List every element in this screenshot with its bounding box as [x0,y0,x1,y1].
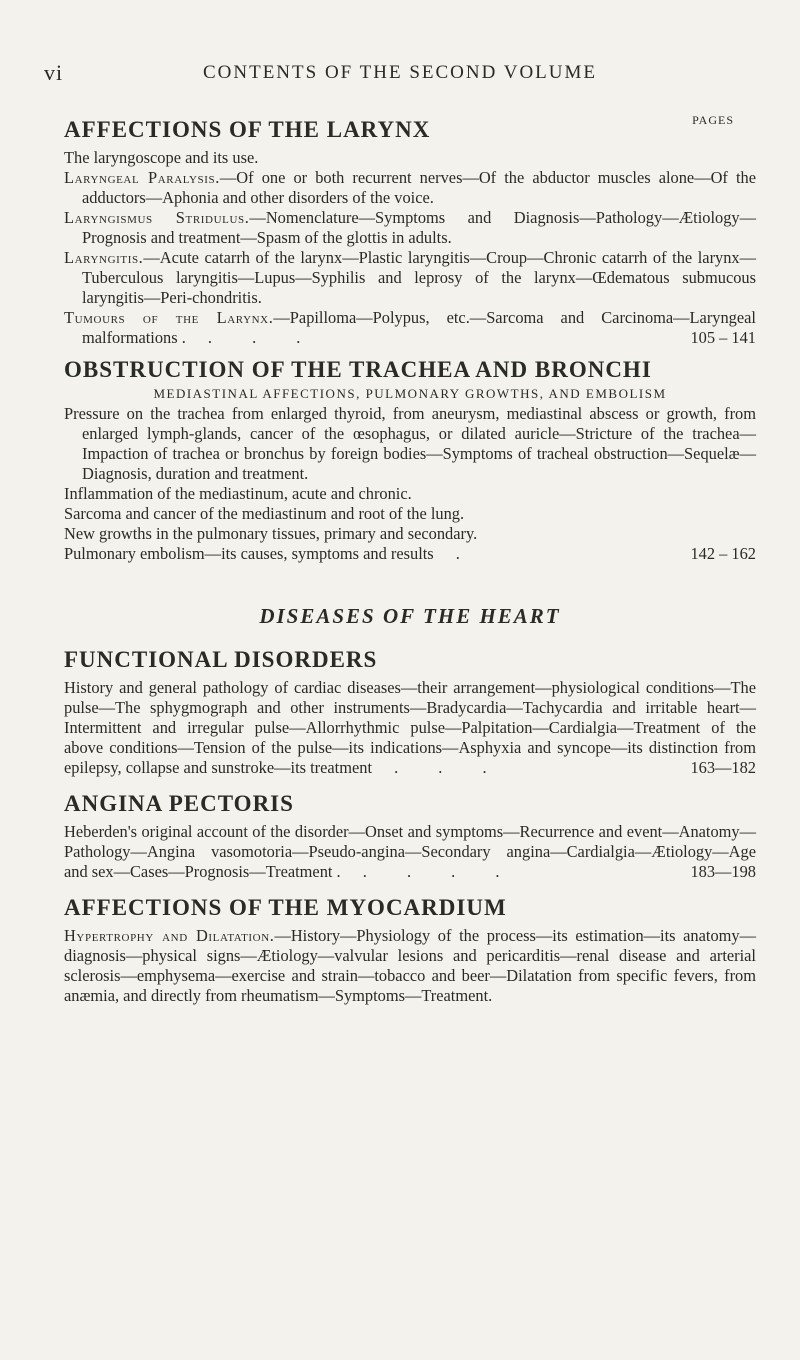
entry: Pulmonary embolism—its causes, symptoms and results . 142 – 162 [64,544,756,563]
page-range: 163—182 [690,758,756,777]
page-range: 142 – 162 [690,544,756,563]
section-subtitle: MEDIASTINAL AFFECTIONS, PULMONARY GROWTHS, AND EMBOLISM [153,386,667,401]
contents-body [64,116,756,1006]
entry-heading: Laryngeal Paralysis. [64,168,220,187]
entry: Pressure on the trachea from enlarged thyroid, from aneurysm, mediastinal abscess or growth, from enlarged lymph-glands, cancer of the œsophagus, or dilated auricle—Stricture of the trachea—Impaction of trachea or bronchus by foreign bodies—Symptoms of tracheal obstruction—Sequelæ—Diagnosis, duration and treatment. [64,404,756,483]
entry: Inflammation of the mediastinum, acute and chronic. [64,484,412,503]
entry-heading: Tumours of the Larynx. [64,308,274,327]
entry: Sarcoma and cancer of the mediastinum and root of the lung. [64,504,465,523]
entry: Heberden's original account of the disorder—Onset and symptoms—Recurrence and event—Anatomy—Pathology—Angina vasomotoria—Pseudo-angina—Secondary angina—Cardialgia—Ætiology—Age and sex—Cases—Prognosis—Treatment . . . . . 183—198 [64,822,756,881]
entry: Laryngismus Stridulus.—Nomenclature—Symptoms and Diagnosis—Pathology—Ætiology—Prognosis and treatment—Spasm of the glottis in adults. [64,208,756,247]
page-number: vi [44,60,64,85]
section-title-larynx: AFFECTIONS OF THE LARYNX [64,117,431,142]
section-title-trachea: OBSTRUCTION OF THE TRACHEA AND BRONCHI [64,357,652,382]
page-range: 183—198 [690,862,756,881]
section-title-angina: ANGINA PECTORIS [64,791,294,816]
pages-column-label: PAGES [692,113,734,127]
entry: Laryngitis.—Acute catarrh of the larynx—Plastic laryngitis—Croup—Chronic catarrh of the larynx—Tuberculous laryngitis—Lupus—Syphilis and leprosy of the larynx—Œdematous submucous laryngitis—Peri-chondritis. [64,248,756,307]
page-range: 105 – 141 [690,328,756,347]
entry: History and general pathology of cardiac diseases—their arrangement—physiological conditions—The pulse—The sphygmograph and other instruments—Bradycardia—Tachycardia and irritable heart—Intermittent and irregular pulse—Allorrhythmic pulse—Palpitation—Cardialgia—Treatment of the above conditions—Tension of the pulse—its indications—Asphyxia and syncope—its distinction from epilepsy, collapse and sunstroke—its treatment . . . 163—182 [64,678,756,777]
header-title: CONTENTS OF THE SECOND VOLUME [202,62,598,83]
part-title-heart: DISEASES OF THE HEART [259,604,561,628]
entry-heading: Laryngismus Stridulus. [64,208,250,227]
entry-heading: Hypertrophy and Dilatation. [64,926,275,945]
entry: Hypertrophy and Dilatation.—History—Physiology of the process—its estimation—its anatomy—diagnosis—physical signs—Ætiology—valvular lesions and pericarditis—renal disease and arterial sclerosis—emphysema—exercise and strain—tobacco and beer—Dilatation from specific fevers, from anæmia, and directly from rheumatism—Symptoms—Treatment. [64,926,756,1005]
section-title-myocardium: AFFECTIONS OF THE MYOCARDIUM [64,895,507,920]
entry-heading: Laryngitis. [64,248,144,267]
entry: Tumours of the Larynx.—Papilloma—Polypus, etc.—Sarcoma and Carcinoma—Laryngeal malformations . . . . 105 – 141 [64,308,756,347]
entry: New growths in the pulmonary tissues, primary and secondary. [64,524,478,543]
running-head [0,60,800,90]
entry: The laryngoscope and its use. [64,148,259,167]
entry: Laryngeal Paralysis.—Of one or both recurrent nerves—Of the abductor muscles alone—Of the adductors—Aphonia and other disorders of the voice. [64,168,756,207]
section-title-functional: FUNCTIONAL DISORDERS [64,647,378,672]
